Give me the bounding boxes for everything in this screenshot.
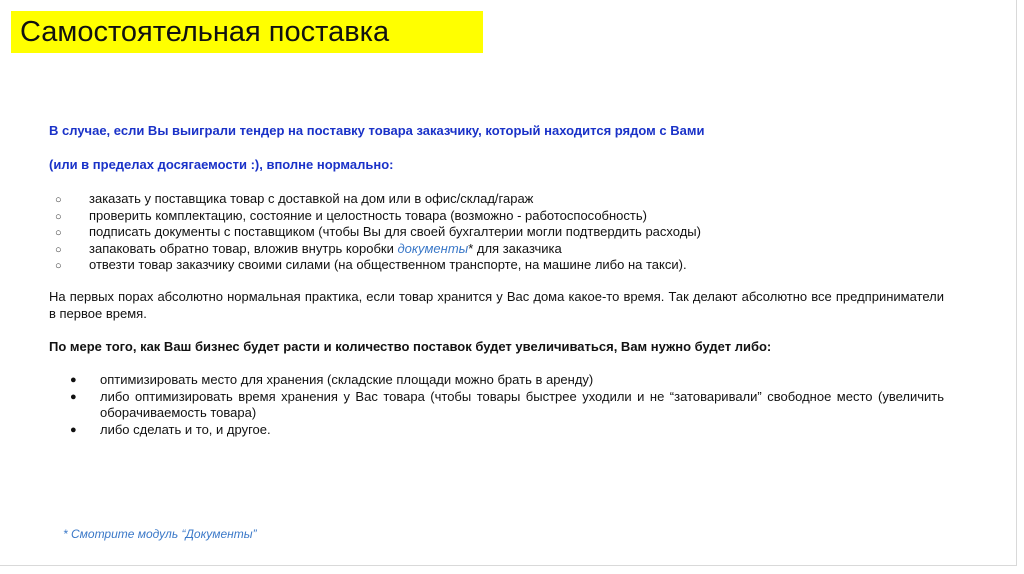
circle-bullet-icon: ○ (55, 243, 62, 256)
option-text: либо сделать и то, и другое. (100, 421, 271, 437)
dot-bullet-icon: ● (70, 423, 77, 436)
step-text: проверить комплектацию, состояние и целостность товара (возможно - работоспособность) (89, 207, 647, 223)
list-item (49, 208, 701, 225)
circle-bullet-icon: ○ (55, 210, 62, 223)
title-highlight-box (11, 11, 483, 53)
footnote: * Смотрите модуль “Документы” (63, 527, 257, 541)
documents-link[interactable]: документы (397, 240, 469, 256)
circle-bullet-icon: ○ (55, 194, 62, 206)
options-list (49, 372, 944, 438)
option-text: оптимизировать место для хранения (складские площади можно брать в аренду) (100, 372, 594, 387)
step-text (89, 241, 562, 256)
list-item (49, 241, 701, 258)
intro-line-1: В случае, если Вы выиграли тендер на поставку товара заказчику, который находится рядом с Вами (49, 123, 705, 138)
page-title: Самостоятельная поставка (20, 16, 390, 48)
dot-bullet-icon: ● (70, 374, 77, 386)
circle-bullet-icon: ○ (55, 227, 62, 240)
intro-line-2: (или в пределах досягаемости :), вполне нормально: (49, 157, 394, 172)
step-text: подписать документы с поставщиком (чтобы Вы для своей бухгалтерии могли подтвердить расходы) (89, 224, 701, 240)
list-item (49, 372, 944, 389)
list-item (49, 191, 701, 208)
list-item (49, 257, 701, 274)
option-text: либо оптимизировать время хранения у Вас товара (чтобы товары быстрее уходили и не “затоваривали” свободное место (увеличить оборачиваемость товара) (100, 388, 944, 420)
paragraph-growth: По мере того, как Ваш бизнес будет расти и количество поставок будет увеличиваться, Вам нужно будет либо: (49, 339, 772, 354)
steps-list (49, 191, 701, 274)
circle-bullet-icon: ○ (55, 260, 62, 273)
list-item (49, 389, 944, 422)
step-text-after-link: * для заказчика (468, 240, 562, 256)
step-text: заказать у поставщика товар с доставкой на дом или в офис/склад/гараж (89, 191, 534, 206)
step-text-before-link: запаковать обратно товар, вложив внутрь коробки (89, 240, 398, 256)
step-text: отвезти товар заказчику своими силами (на общественном транспорте, на машине либо на такси). (89, 257, 687, 273)
list-item (49, 224, 701, 241)
paragraph-first-period: На первых порах абсолютно нормальная практика, если товар хранится у Вас дома какое-то время. Так делают абсолютно все предприниматели в первое время. (49, 289, 944, 321)
dot-bullet-icon: ● (70, 390, 77, 403)
list-item (49, 422, 944, 439)
